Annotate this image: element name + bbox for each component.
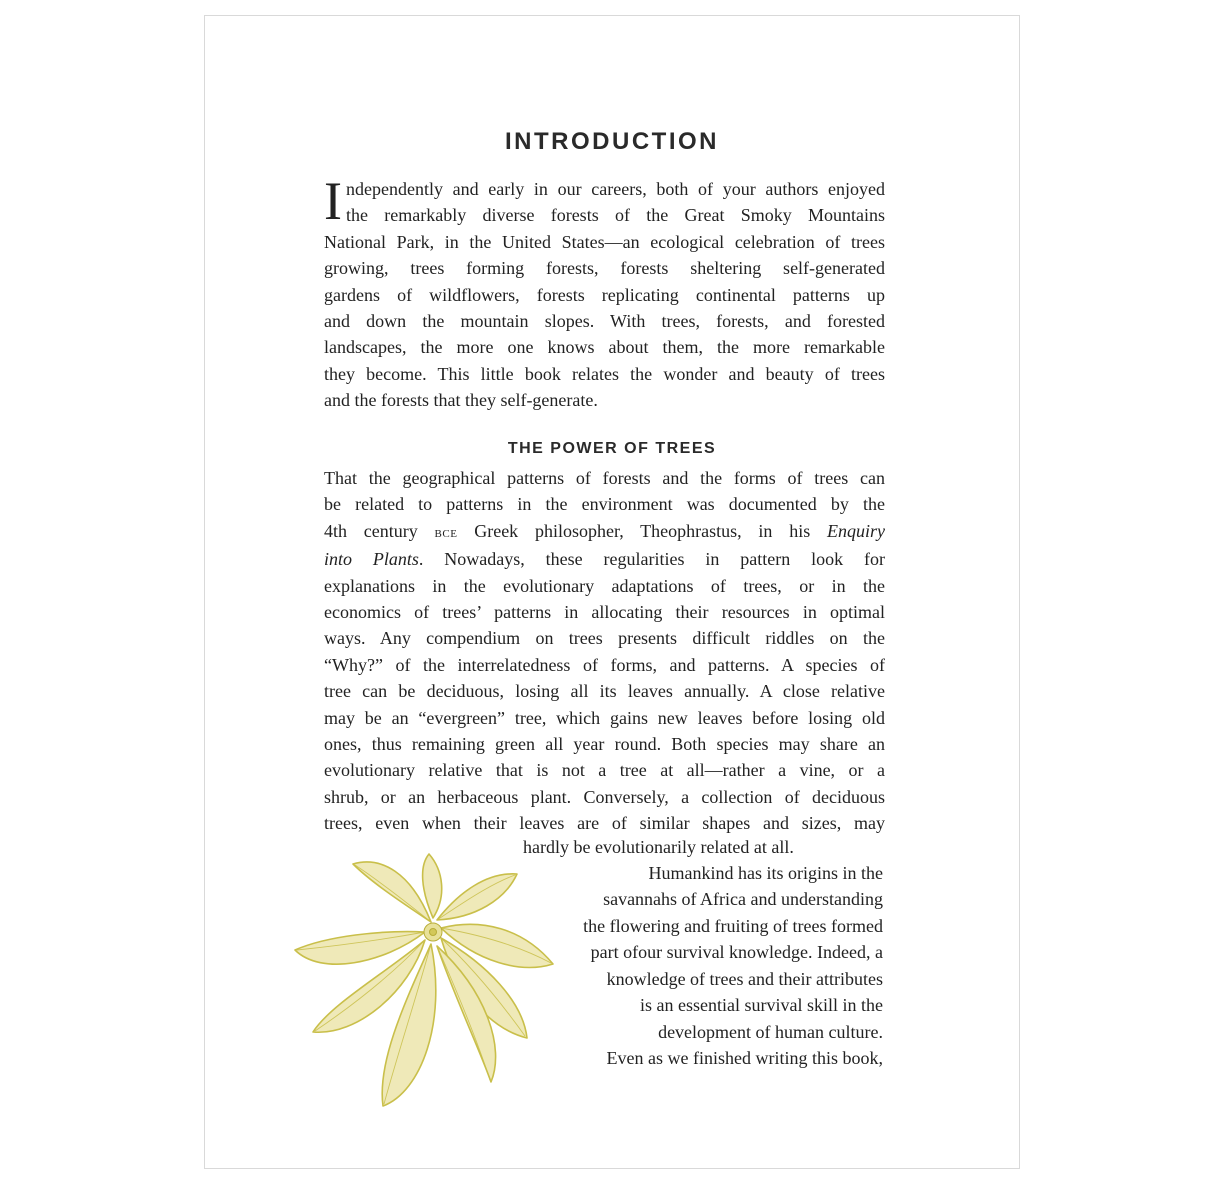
body-line: ones, thus remaining green all year round. Both species may share an [324, 734, 885, 755]
book-title-part2: into Plants [324, 549, 419, 570]
wrap-line: knowledge of trees and their attributes [606, 969, 883, 989]
intro-line: growing, trees forming forests, forests sheltering self-generated [324, 258, 885, 279]
body-line: explanations in the evolutionary adaptations of trees, or in the [324, 575, 885, 596]
wrap-line: is an essential survival skill in the [640, 995, 883, 1015]
drop-cap: I [324, 171, 342, 231]
book-page [204, 15, 1020, 1169]
body-line: trees, even when their leaves are of similar shapes and sizes, may [324, 813, 885, 834]
wrap-line: Even as we finished writing this book, [606, 1048, 883, 1068]
philosopher-text: Greek philosopher, Theophrastus, in his [457, 520, 827, 541]
section-paragraph [324, 465, 885, 837]
body-line: be related to patterns in the environment was documented by the [324, 494, 885, 515]
body-line: economics of trees’ patterns in allocating their resources in optimal [324, 602, 885, 623]
intro-line: ndependently and early in our careers, both of your authors enjoyed [345, 179, 885, 199]
body-line: ways. Any compendium on trees presents difficult riddles on the [324, 628, 885, 649]
wrap-line: part ofour survival knowledge. Indeed, a [590, 942, 883, 962]
wrap-line: the flowering and fruiting of trees formed [583, 916, 883, 936]
magnolia-leaves-illustration [291, 852, 563, 1108]
book-title-part1: Enquiry [827, 520, 885, 541]
body-line: evolutionary relative that is not a tree at all—rather a vine, or a [324, 760, 885, 781]
wrap-line: Humankind has its origins in the [648, 863, 883, 883]
intro-line: gardens of wildflowers, forests replicating continental patterns up [324, 284, 885, 305]
intro-line: and the forests that they self-generate. [324, 390, 598, 411]
century-text: 4th century [324, 520, 435, 541]
body-line: may be an “evergreen” tree, which gains new leaves before losing old [324, 707, 885, 728]
body-line: shrub, or an herbaceous plant. Conversely, a collection of deciduous [324, 786, 885, 807]
wrap-line: development of human culture. [658, 1022, 883, 1042]
body-line: That the geographical patterns of forests and the forms of trees can [324, 468, 885, 488]
body-line-centered: hardly be evolutionarily related at all. [523, 837, 794, 857]
body-line [324, 518, 885, 546]
section-heading: THE POWER OF TREES [507, 440, 717, 457]
body-line [324, 546, 885, 572]
body-line: “Why?” of the interrelatedness of forms, and patterns. A species of [324, 654, 885, 675]
nowadays-text: . Nowadays, these regularities in pattern look for [418, 549, 885, 570]
intro-line: landscapes, the more one knows about them, the more remarkable [324, 337, 885, 358]
body-line: tree can be deciduous, losing all its leaves annually. A close relative [324, 681, 885, 702]
wrap-line: savannahs of Africa and understanding [603, 889, 883, 909]
intro-line: National Park, in the United States—an ecological celebration of trees [324, 231, 885, 252]
chapter-title: INTRODUCTION [505, 128, 719, 155]
intro-line: the remarkably diverse forests of the Great Smoky Mountains [345, 205, 885, 226]
era-abbreviation: bce [434, 524, 458, 541]
intro-line: they become. This little book relates the wonder and beauty of trees [324, 363, 885, 384]
intro-line: and down the mountain slopes. With trees, forests, and forested [324, 311, 885, 332]
intro-paragraph [324, 171, 885, 414]
